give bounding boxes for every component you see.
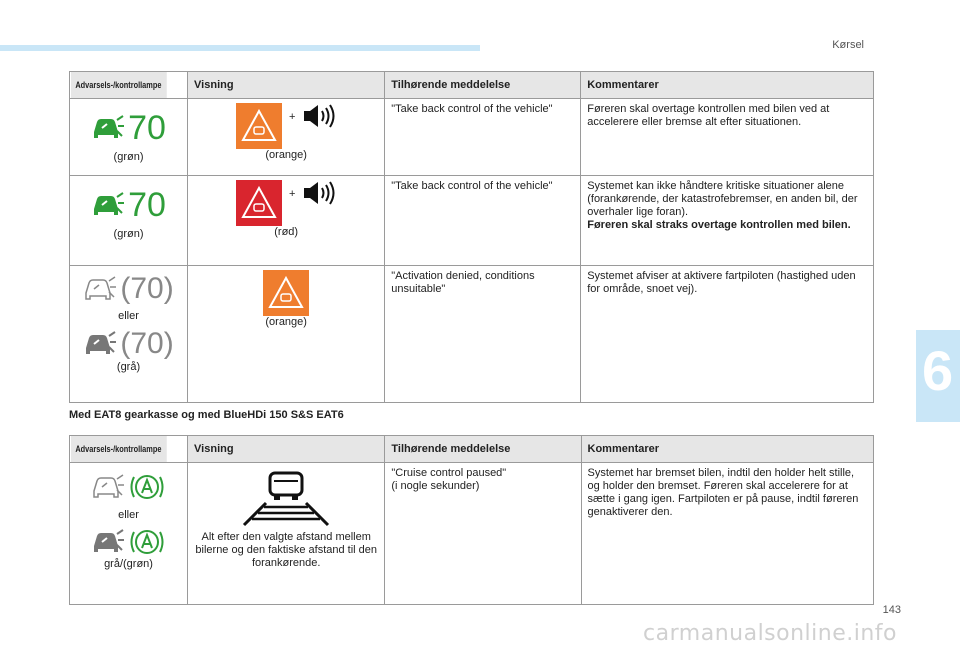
speed-value: 70	[130, 272, 164, 305]
column-header-message: Tilhørende meddelelse	[385, 72, 581, 99]
speed-value: 70	[128, 186, 166, 224]
table-header-row	[70, 436, 874, 463]
speed-limit-outline: (70)	[120, 272, 174, 305]
warning-lamp-table	[69, 71, 874, 403]
speaker-icon	[302, 103, 336, 129]
column-header-lamp: Advarsels-/kontrollampe	[70, 72, 167, 99]
lamp-caption: (grøn)	[113, 228, 144, 240]
speed-value: 70	[130, 327, 164, 360]
header-accent-bar	[0, 45, 480, 51]
column-header-display: Visning	[188, 72, 385, 99]
lamp-caption: (grå)	[116, 361, 141, 373]
display-cell	[188, 99, 385, 176]
chapter-tab	[916, 330, 960, 422]
comment-cell: Systemet har bremset bilen, indtil den holder helt stille, og holder den bremset. Føreren skal accelerere for at sætte i gang igen. Fartpiloten er på pause, indtil føreren genaktiverer den.	[581, 463, 873, 605]
lamp-cell	[70, 266, 188, 403]
lamp-caption: grå/(grøn)	[104, 558, 153, 570]
plus-sign: +	[288, 188, 296, 200]
display-cell	[188, 176, 385, 266]
collision-warning-orange-icon	[263, 270, 309, 316]
column-header-comments: Kommentarer	[581, 72, 874, 99]
speaker-icon	[302, 180, 336, 206]
speed-limit-outline: (70)	[120, 327, 174, 360]
lamp-cell	[70, 463, 188, 605]
following-distance-icon	[236, 469, 336, 527]
auto-hold-green-icon	[128, 526, 166, 558]
table-row	[70, 99, 874, 176]
cruise-car-grey-icon	[91, 528, 125, 556]
display-caption: (orange)	[265, 316, 307, 328]
message-cell: "Take back control of the vehicle"	[385, 176, 581, 266]
table2-subheading: Med EAT8 gearkasse og med BlueHDi 150 S&S EAT6	[69, 409, 344, 421]
message-cell: "Take back control of the vehicle"	[385, 99, 581, 176]
column-header-display: Visning	[188, 436, 385, 463]
cruise-car-outline-icon	[91, 473, 125, 501]
comment-cell	[581, 176, 874, 266]
comment-cell: Systemet afviser at aktivere fartpiloten (hastighed uden for område, snoet vej).	[581, 266, 874, 403]
column-header-message: Tilhørende meddelelse	[385, 436, 581, 463]
column-header-lamp: Advarsels-/kontrollampe	[70, 436, 167, 463]
cruise-car-green-icon	[91, 114, 125, 142]
table-row	[70, 176, 874, 266]
collision-warning-red-icon	[236, 180, 282, 226]
comment-cell: Føreren skal overtage kontrollen med bilen ved at accelerere eller bremse alt efter situationen.	[581, 99, 874, 176]
message-line: "Cruise control paused"	[391, 467, 507, 479]
message-cell: "Activation denied, conditions unsuitable"	[385, 266, 581, 403]
display-description: Alt efter den valgte afstand mellem bilerne og den faktiske afstand til den forankørende.	[195, 531, 378, 569]
lamp-cell	[70, 176, 188, 266]
table-header-row	[70, 72, 874, 99]
chapter-number: 6	[922, 339, 954, 402]
column-header-comments: Kommentarer	[581, 436, 873, 463]
page-number: 143	[882, 604, 901, 616]
display-cell	[188, 463, 385, 605]
cruise-car-outline-icon	[83, 275, 117, 303]
display-cell	[188, 266, 385, 403]
message-note: (i nogle sekunder)	[391, 480, 480, 492]
auto-hold-green-icon	[128, 471, 166, 503]
table-row	[70, 463, 874, 605]
display-caption: (orange)	[265, 149, 307, 161]
display-caption: (rød)	[274, 226, 299, 238]
table-row	[70, 266, 874, 403]
section-title: Kørsel	[832, 39, 864, 51]
comment-text: Systemet kan ikke håndtere kritiske situationer alene (forankørende, der katastrofebremser, en anden bil, der overhaler lige foran).	[587, 180, 858, 218]
lamp-or-label: eller	[118, 509, 139, 521]
message-cell	[385, 463, 581, 605]
watermark: carmanualsonline.info	[643, 621, 897, 646]
cruise-car-grey-icon	[83, 330, 117, 358]
lamp-cell	[70, 99, 188, 176]
speed-value: 70	[128, 109, 166, 147]
plus-sign: +	[288, 111, 296, 123]
lamp-or-label: eller	[118, 310, 139, 322]
gearbox-lamp-table	[69, 435, 874, 605]
collision-warning-orange-icon	[236, 103, 282, 149]
comment-bold-text: Føreren skal straks overtage kontrollen med bilen.	[587, 219, 851, 231]
lamp-caption: (grøn)	[113, 151, 144, 163]
cruise-car-green-icon	[91, 191, 125, 219]
